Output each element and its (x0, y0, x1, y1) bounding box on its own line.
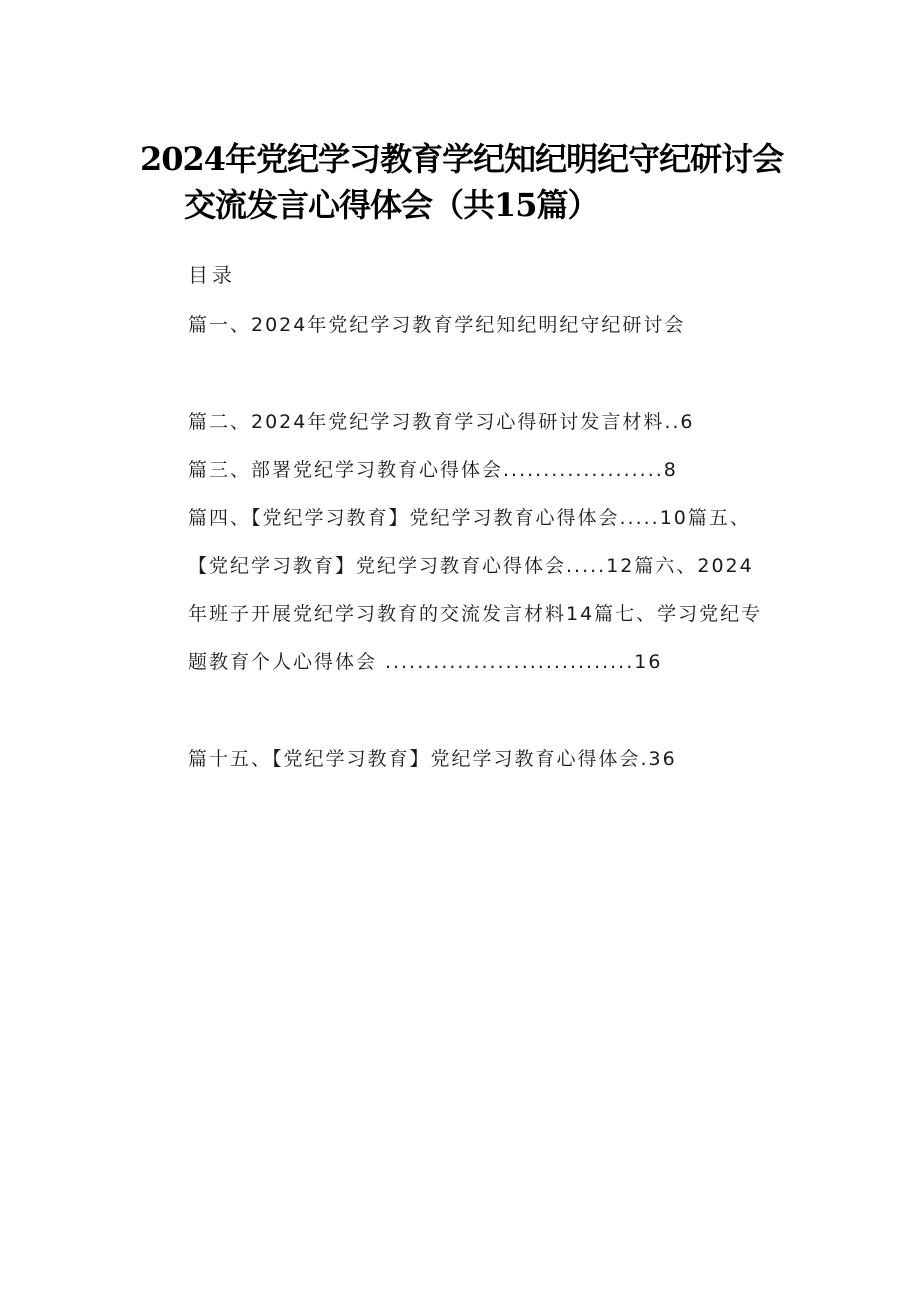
toc-entry[interactable]: 篇三、部署党纪学习教育心得体会....................8 (188, 459, 678, 481)
toc-entry[interactable]: 篇十五、【党纪学习教育】党纪学习教育心得体会.36 (188, 748, 677, 770)
toc-entry[interactable]: 【党纪学习教育】党纪学习教育心得体会.....12篇六、2024 (188, 555, 754, 577)
toc-entry[interactable]: 篇四、【党纪学习教育】党纪学习教育心得体会.....10篇五、 (188, 507, 751, 529)
title-line-2: 交流发言心得体会（共15篇） (184, 186, 599, 224)
toc-entry[interactable]: 篇一、2024年党纪学习教育学纪知纪明纪守纪研讨会 (188, 314, 686, 336)
toc-heading: 目录 (188, 263, 236, 287)
toc-entry[interactable]: 年班子开展党纪学习教育的交流发言材料14篇七、学习党纪专 (188, 603, 763, 625)
document-title (140, 136, 820, 228)
toc-entry[interactable]: 篇二、2024年党纪学习教育学习心得研讨发言材料..6 (188, 411, 695, 433)
toc-entry[interactable]: 题教育个人心得体会 ...............................16 (188, 651, 663, 673)
title-line-1: 2024年党纪学习教育学纪知纪明纪守纪研讨会 (140, 140, 784, 178)
